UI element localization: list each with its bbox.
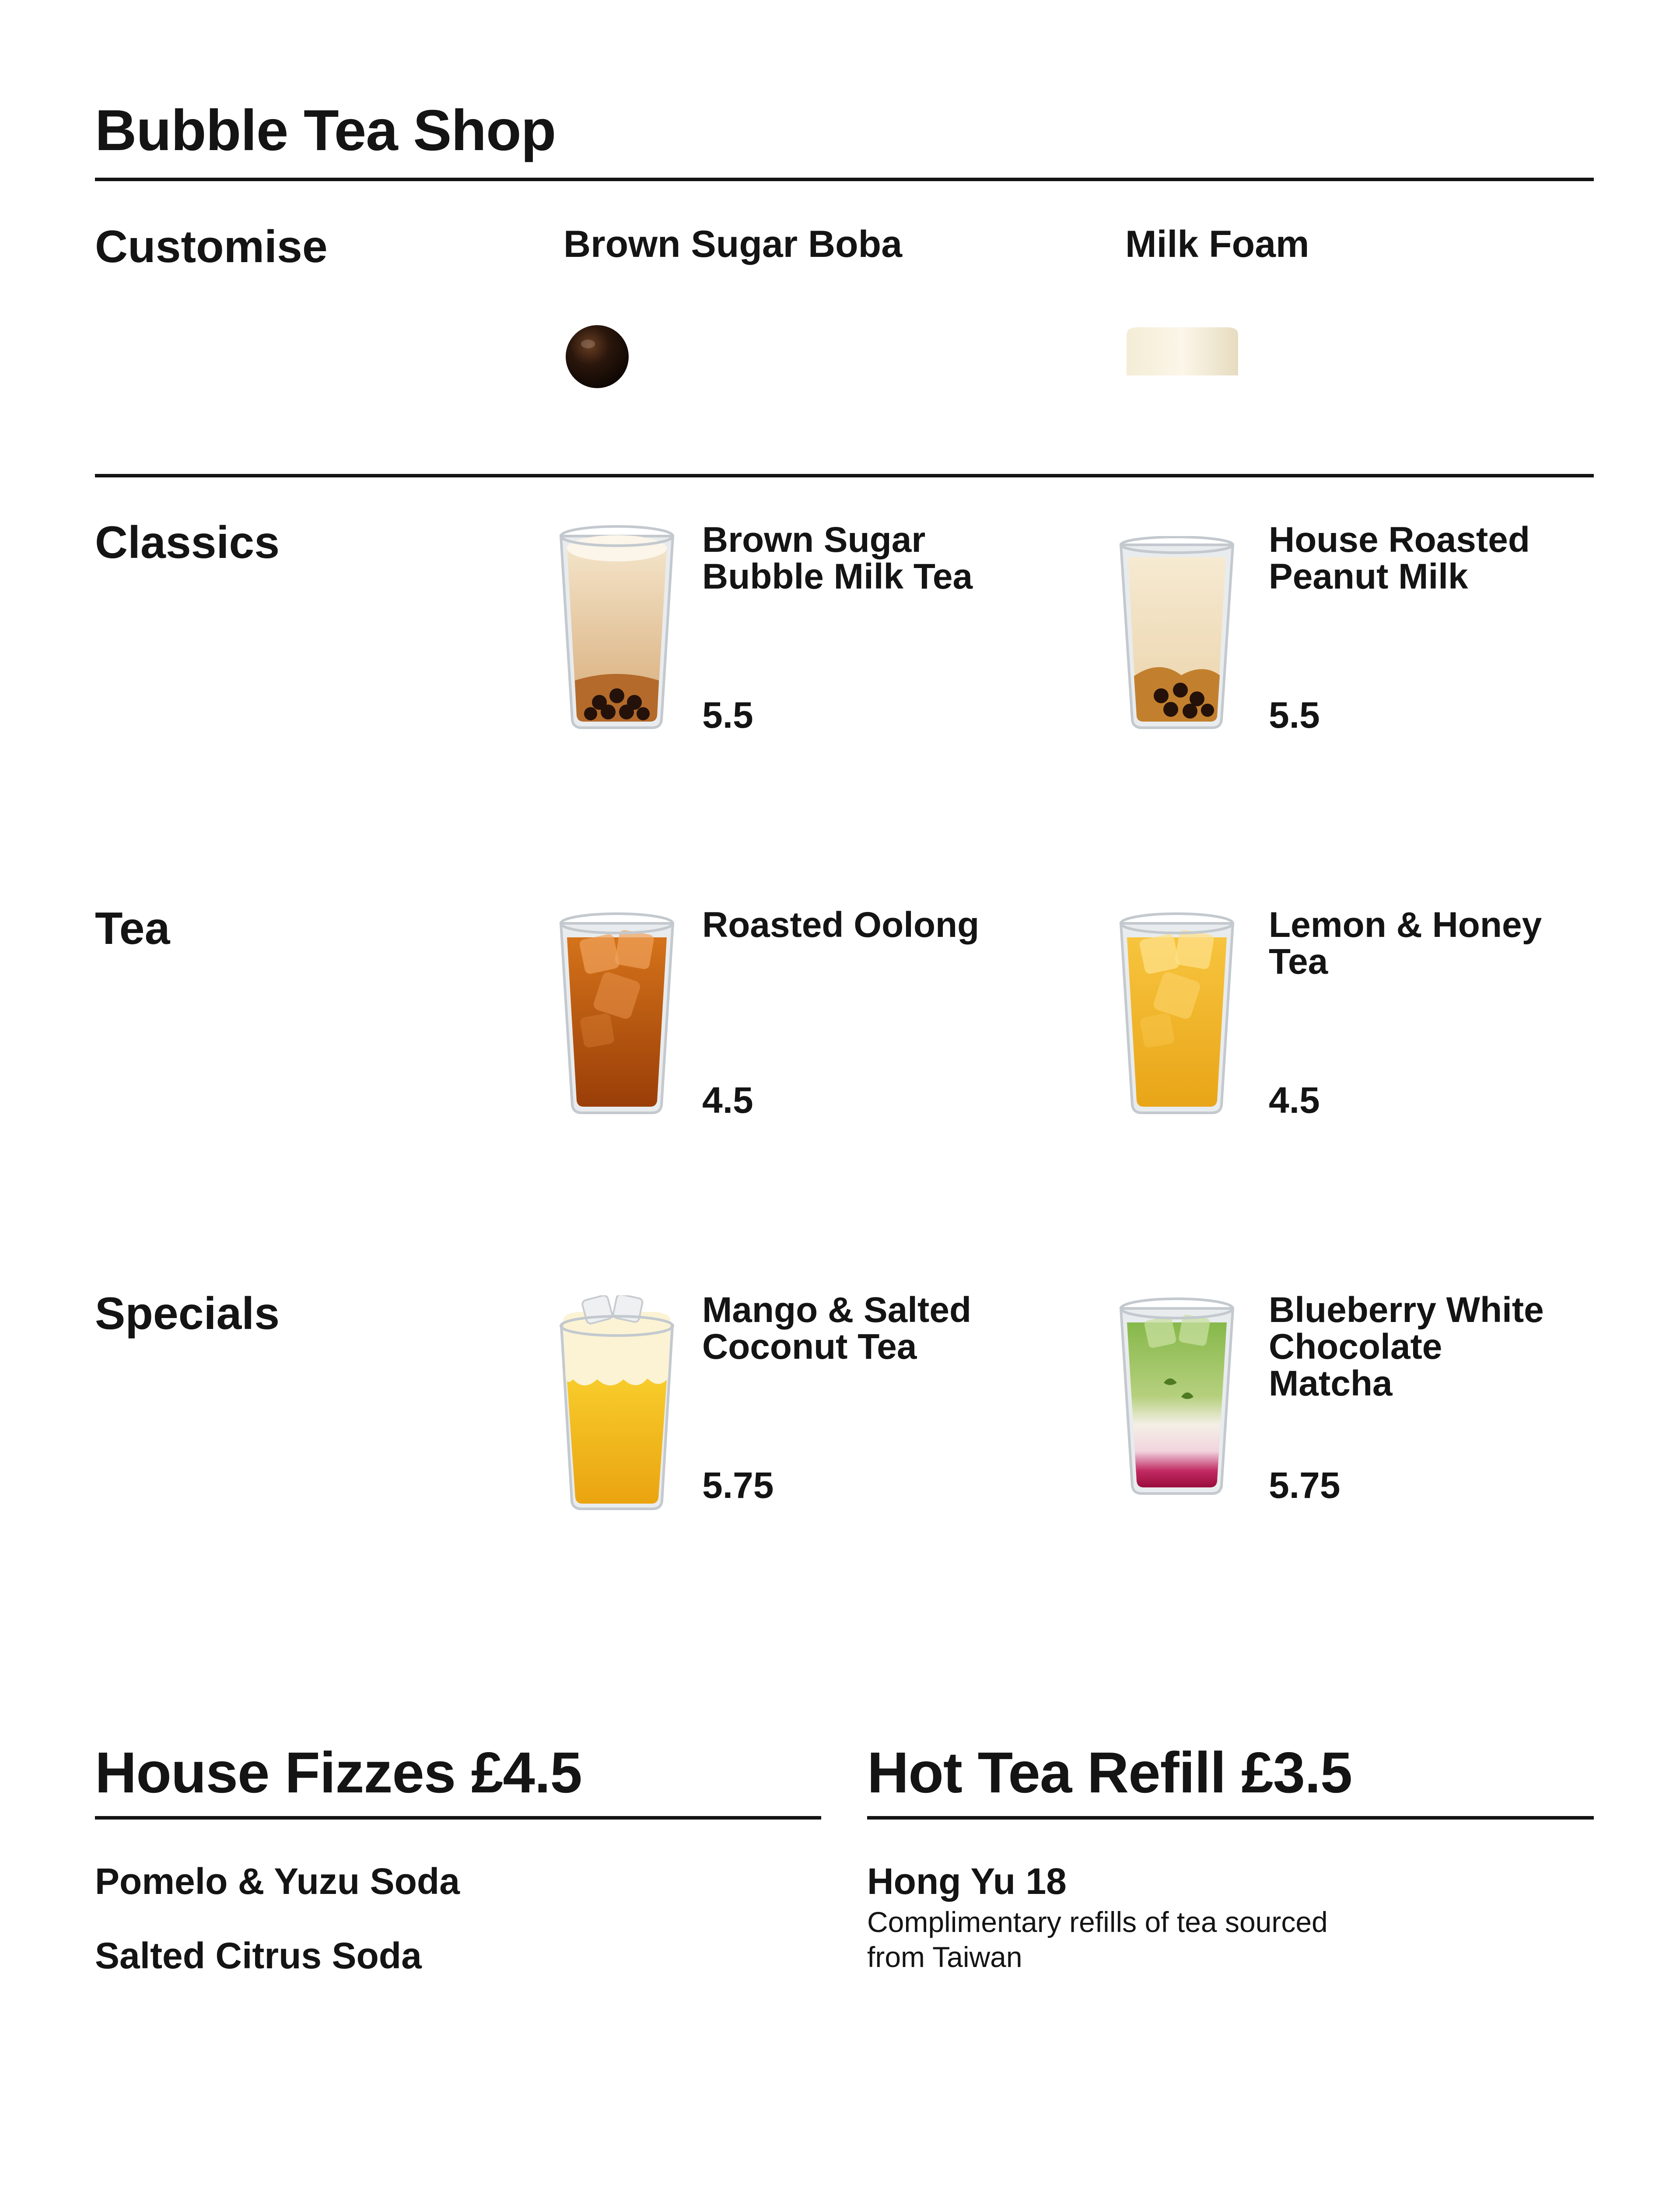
menu-item-price: 5.75 <box>702 1465 774 1506</box>
menu-item-price: 5.75 <box>1269 1465 1340 1506</box>
boba-pearl-icon <box>564 324 630 389</box>
menu-item-price: 5.5 <box>702 694 753 736</box>
section-label-tea: Tea <box>95 903 170 954</box>
customise-divider <box>95 474 1594 477</box>
header-divider <box>95 178 1594 181</box>
menu-item-name: Mango & Salted Coconut Tea <box>702 1290 972 1367</box>
hot-tea-refill-heading: Hot Tea Refill £3.5 <box>867 1740 1352 1805</box>
matcha-layered-icon <box>1116 1295 1238 1497</box>
menu-item-price: 5.5 <box>1269 694 1320 736</box>
refill-description: Complimentary refills of tea sourced from Taiwan <box>867 1906 1328 1973</box>
section-label-classics: Classics <box>95 517 280 568</box>
bubble-milk-tea-icon <box>556 523 678 731</box>
refill-tea-name: Hong Yu 18 <box>867 1861 1067 1902</box>
page-title: Bubble Tea Shop <box>95 98 556 162</box>
iced-oolong-icon <box>556 910 678 1116</box>
customise-option-name: Brown Sugar Boba <box>564 223 903 265</box>
hot-tea-refill-divider <box>867 1816 1594 1820</box>
section-label-specials: Specials <box>95 1288 280 1339</box>
menu-item-name: Lemon & Honey Tea <box>1269 905 1542 982</box>
peanut-milk-icon <box>1116 536 1238 731</box>
menu-item-name: Brown Sugar Bubble Milk Tea <box>702 520 973 596</box>
house-fizzes-heading: House Fizzes £4.5 <box>95 1740 582 1805</box>
menu-item-price: 4.5 <box>702 1080 753 1121</box>
menu-item-name: House Roasted Peanut Milk <box>1269 520 1530 596</box>
menu-item-name: Roasted Oolong <box>702 905 980 945</box>
milk-foam-icon <box>1124 324 1240 379</box>
section-label-customise: Customise <box>95 221 328 272</box>
fizz-item: Pomelo & Yuzu Soda <box>95 1861 460 1902</box>
fizz-item: Salted Citrus Soda <box>95 1935 422 1976</box>
customise-option-name: Milk Foam <box>1125 223 1309 265</box>
house-fizzes-divider <box>95 1816 821 1820</box>
iced-lemon-honey-icon <box>1116 910 1238 1116</box>
menu-item-name: Blueberry White Chocolate Matcha <box>1269 1290 1544 1403</box>
menu-item-price: 4.5 <box>1269 1080 1320 1121</box>
mango-coconut-icon <box>553 1295 680 1514</box>
